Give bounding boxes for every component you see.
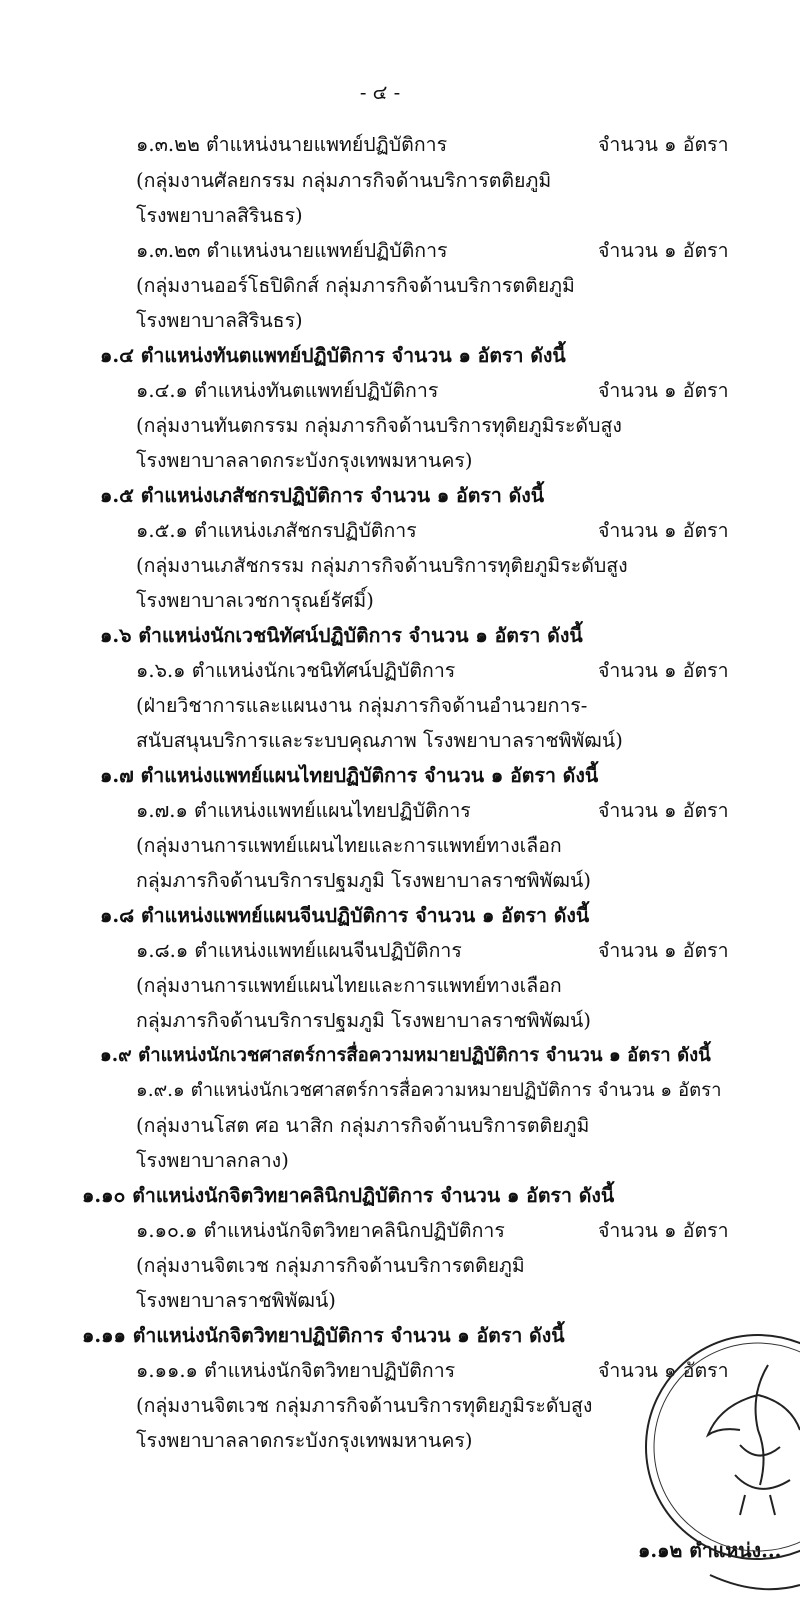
list-item: ๑.๑๐.๑ ตำแหน่งนักจิตวิทยาคลินิกปฏิบัติการ — [136, 1219, 505, 1242]
quota-text: จำนวน ๑ อัตรา — [598, 1219, 729, 1242]
list-item: (กลุ่มงานจิตเวช กลุ่มภารกิจด้านบริการตติยภูมิ — [136, 1254, 525, 1277]
list-item: ๑.๓.๒๓ ตำแหน่งนายแพทย์ปฏิบัติการ — [136, 239, 448, 262]
list-item: ๑.๕.๑ ตำแหน่งเภสัชกรปฏิบัติการ — [136, 519, 417, 542]
list-item: (กลุ่มงานโสต ศอ นาสิก กลุ่มภารกิจด้านบริการตติยภูมิ — [136, 1114, 590, 1137]
list-item: (กลุ่มงานการแพทย์แผนไทยและการแพทย์ทางเลือก — [136, 834, 562, 857]
list-item: (กลุ่มงานทันตกรรม กลุ่มภารกิจด้านบริการทุติยภูมิระดับสูง — [136, 414, 622, 437]
list-item: โรงพยาบาลเวชการุณย์รัศมิ์) — [136, 589, 374, 612]
list-item: สนับสนุนบริการและระบบคุณภาพ โรงพยาบาลราชพิพัฒน์) — [136, 729, 623, 752]
quota-text: จำนวน ๑ อัตรา — [598, 659, 729, 682]
list-item: โรงพยาบาลสิรินธร) — [136, 204, 303, 227]
section-heading: ๑.๑๑ ตำแหน่งนักจิตวิทยาปฏิบัติการ จำนวน ๑ อัตรา ดังนี้ — [82, 1324, 565, 1347]
list-item: โรงพยาบาลลาดกระบังกรุงเทพมหานคร) — [136, 449, 473, 472]
section-heading: ๑.๑๐ ตำแหน่งนักจิตวิทยาคลินิกปฏิบัติการ จำนวน ๑ อัตรา ดังนี้ — [82, 1184, 615, 1207]
list-item: (กลุ่มงานจิตเวช กลุ่มภารกิจด้านบริการทุติยภูมิระดับสูง — [136, 1394, 593, 1417]
list-item: ๑.๘.๑ ตำแหน่งแพทย์แผนจีนปฏิบัติการ — [136, 939, 462, 962]
quota-text: จำนวน ๑ อัตรา — [598, 379, 729, 402]
list-item: กลุ่มภารกิจด้านบริการปฐมภูมิ โรงพยาบาลราชพิพัฒน์) — [136, 869, 591, 892]
list-item: ๑.๔.๑ ตำแหน่งทันตแพทย์ปฏิบัติการ — [136, 379, 439, 402]
page-number: - ๔ - — [359, 81, 401, 104]
section-heading: ๑.๙ ตำแหน่งนักเวชศาสตร์การสื่อความหมายปฏิบัติการ จำนวน ๑ อัตรา ดังนี้ — [100, 1045, 711, 1066]
quota-text: จำนวน ๑ อัตรา — [598, 133, 729, 156]
list-item: โรงพยาบาลกลาง) — [136, 1149, 289, 1172]
list-item: (กลุ่มงานเภสัชกรรม กลุ่มภารกิจด้านบริการทุติยภูมิระดับสูง — [136, 554, 628, 577]
list-item: ๑.๓.๒๒ ตำแหน่งนายแพทย์ปฏิบัติการ — [136, 133, 448, 156]
quota-text: จำนวน ๑ อัตรา — [598, 239, 729, 262]
list-item: โรงพยาบาลสิรินธร) — [136, 309, 303, 332]
list-item: ๑.๗.๑ ตำแหน่งแพทย์แผนไทยปฏิบัติการ — [136, 799, 471, 822]
list-item: (กลุ่มงานออร์โธปิดิกส์ กลุ่มภารกิจด้านบริการตติยภูมิ — [136, 274, 575, 297]
list-item: (กลุ่มงานศัลยกรรม กลุ่มภารกิจด้านบริการตติยภูมิ — [136, 169, 552, 192]
quota-text: จำนวน ๑ อัตรา — [598, 1359, 729, 1382]
list-item: (ฝ่ายวิชาการและแผนงาน กลุ่มภารกิจด้านอำนวยการ- — [136, 694, 588, 717]
list-item: ๑.๑๑.๑ ตำแหน่งนักจิตวิทยาปฏิบัติการ — [136, 1359, 456, 1382]
quota-text: จำนวน ๑ อัตรา — [598, 799, 729, 822]
list-item: ๑.๙.๑ ตำแหน่งนักเวชศาสตร์การสื่อความหมายปฏิบัติการ จำนวน ๑ อัตรา — [136, 1080, 722, 1101]
list-item: โรงพยาบาลราชพิพัฒน์) — [136, 1289, 336, 1312]
section-heading: ๑.๕ ตำแหน่งเภสัชกรปฏิบัติการ จำนวน ๑ อัตรา ดังนี้ — [100, 484, 545, 507]
section-heading: ๑.๘ ตำแหน่งแพทย์แผนจีนปฏิบัติการ จำนวน ๑ อัตรา ดังนี้ — [100, 904, 590, 927]
section-heading: ๑.๔ ตำแหน่งทันตแพทย์ปฏิบัติการ จำนวน ๑ อัตรา ดังนี้ — [100, 344, 566, 367]
quota-text: จำนวน ๑ อัตรา — [598, 939, 729, 962]
list-item: ๑.๖.๑ ตำแหน่งนักเวชนิทัศน์ปฏิบัติการ — [136, 659, 456, 682]
official-seal-icon — [640, 1335, 800, 1602]
list-item: โรงพยาบาลลาดกระบังกรุงเทพมหานคร) — [136, 1429, 473, 1452]
quota-text: จำนวน ๑ อัตรา — [598, 519, 729, 542]
section-heading: ๑.๖ ตำแหน่งนักเวชนิทัศน์ปฏิบัติการ จำนวน ๑ อัตรา ดังนี้ — [100, 624, 583, 647]
list-item: กลุ่มภารกิจด้านบริการปฐมภูมิ โรงพยาบาลราชพิพัฒน์) — [136, 1009, 591, 1032]
section-heading: ๑.๗ ตำแหน่งแพทย์แผนไทยปฏิบัติการ จำนวน ๑ อัตรา ดังนี้ — [100, 764, 599, 787]
list-item: (กลุ่มงานการแพทย์แผนไทยและการแพทย์ทางเลือก — [136, 974, 562, 997]
continued-heading: ๑.๑๒ ตำแหน่ง... — [638, 1539, 782, 1562]
